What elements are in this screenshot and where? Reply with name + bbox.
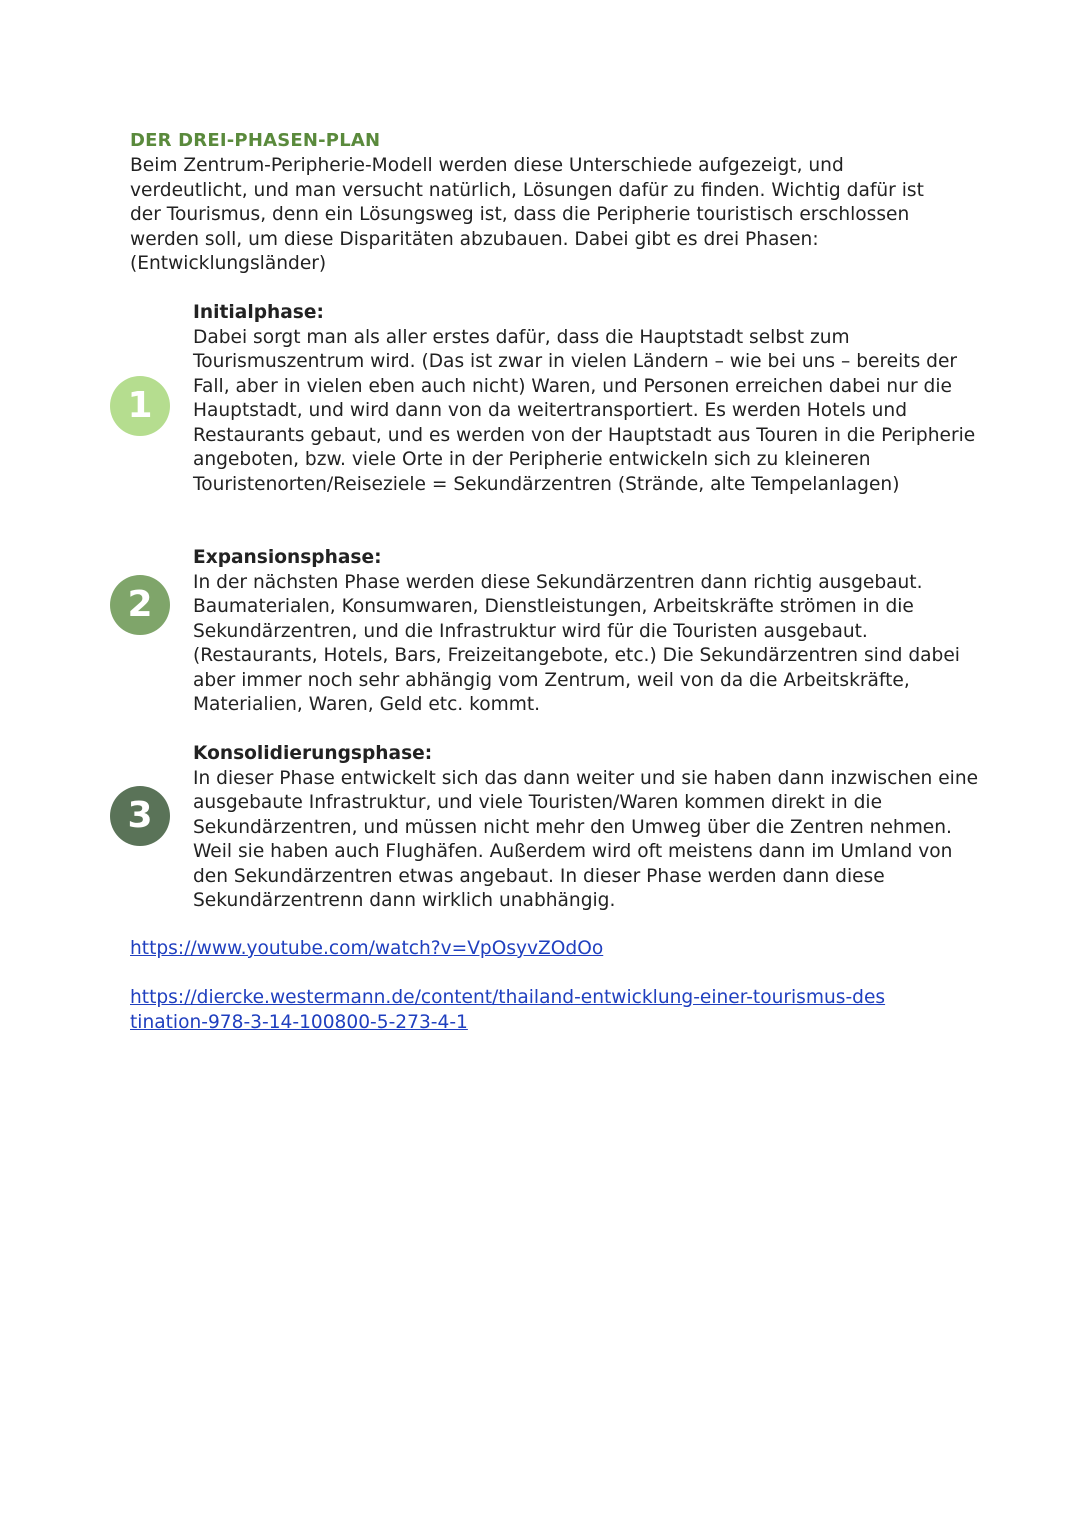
phase-2-content (193, 546, 983, 718)
phase-2-number-badge: 2 (110, 575, 170, 635)
phase-1-title: Initialphase: (193, 302, 324, 323)
phase-1-number-badge: 1 (110, 376, 170, 436)
phase-2-text: In der nächsten Phase werden diese Sekundärzentren dann richtig ausgebaut. Baumaterialen, Konsumwaren, Dienstleistungen, Arbeitskräfte strömen in die Sekundärzentren, und die Infrastruktur wird für die Touristen ausgebaut. (Restaurants, Hotels, Bars, Freizeitangebote, etc.) Die Sekundärzentren sind dabei aber immer noch sehr abhängig vom Zentrum, weil von da die Arbeitskräfte, Materialien, Waren, Geld etc. kommt. (193, 571, 960, 715)
phase-1-text: Dabei sorgt man als aller erstes dafür, dass die Hauptstadt selbst zum Tourismuszentrum wird. (Das ist zwar in vielen Ländern – wie bei uns – bereits der Fall, aber in vielen eben auch nicht) Waren, und Personen erreichen dabei nur die Hauptstadt, und wird dann von da weitertransportiert. Es werden Hotels und Restaurants gebaut, und es werden von der Hauptstadt aus Touren in die Peripherie angeboten, bzw. viele Orte in der Peripherie entwickeln sich zu kleineren Touristenorten/Reiseziele = Sekundärzentren (Strände, alte Tempelanlagen) (193, 326, 976, 495)
phase-1-content (193, 301, 983, 497)
diercke-link[interactable]: https://diercke.westermann.de/content/thailand-entwicklung-einer-tourismus-destination-978-3-14-100800-5-273-4-1 (130, 987, 886, 1033)
phase-3-number-badge: 3 (110, 786, 170, 846)
intro-paragraph: Beim Zentrum-Peripherie-Modell werden diese Unterschiede aufgezeigt, und verdeutlicht, und man versucht natürlich, Lösungen dafür zu finden. Wichtig dafür ist der Tourismus, denn ein Lösungsweg ist, dass die Peripherie touristisch erschlossen werden soll, um diese Disparitäten abzubauen. Dabei gibt es drei Phasen: (Entwicklungsländer) (130, 155, 924, 275)
phase-3-content (193, 742, 983, 914)
page-title: DER DREI-PHASEN-PLAN (130, 130, 381, 151)
phase-3-title: Konsolidierungsphase: (193, 743, 433, 764)
youtube-link[interactable]: https://www.youtube.com/watch?v=VpOsyvZOdOo (130, 938, 604, 959)
phase-3-text: In dieser Phase entwickelt sich das dann weiter und sie haben dann inzwischen eine ausgebaute Infrastruktur, und viele Touristen/Waren kommen direkt in die Sekundärzentren, und müssen nicht mehr den Umweg über die Zentren nehmen. Weil sie haben auch Flughäfen. Außerdem wird oft meistens dann im Umland von den Sekundärzentren etwas angebaut. In dieser Phase werden dann diese Sekundärzentrenn dann wirklich unabhängig. (193, 767, 979, 911)
phase-2-title: Expansionsphase: (193, 547, 382, 568)
